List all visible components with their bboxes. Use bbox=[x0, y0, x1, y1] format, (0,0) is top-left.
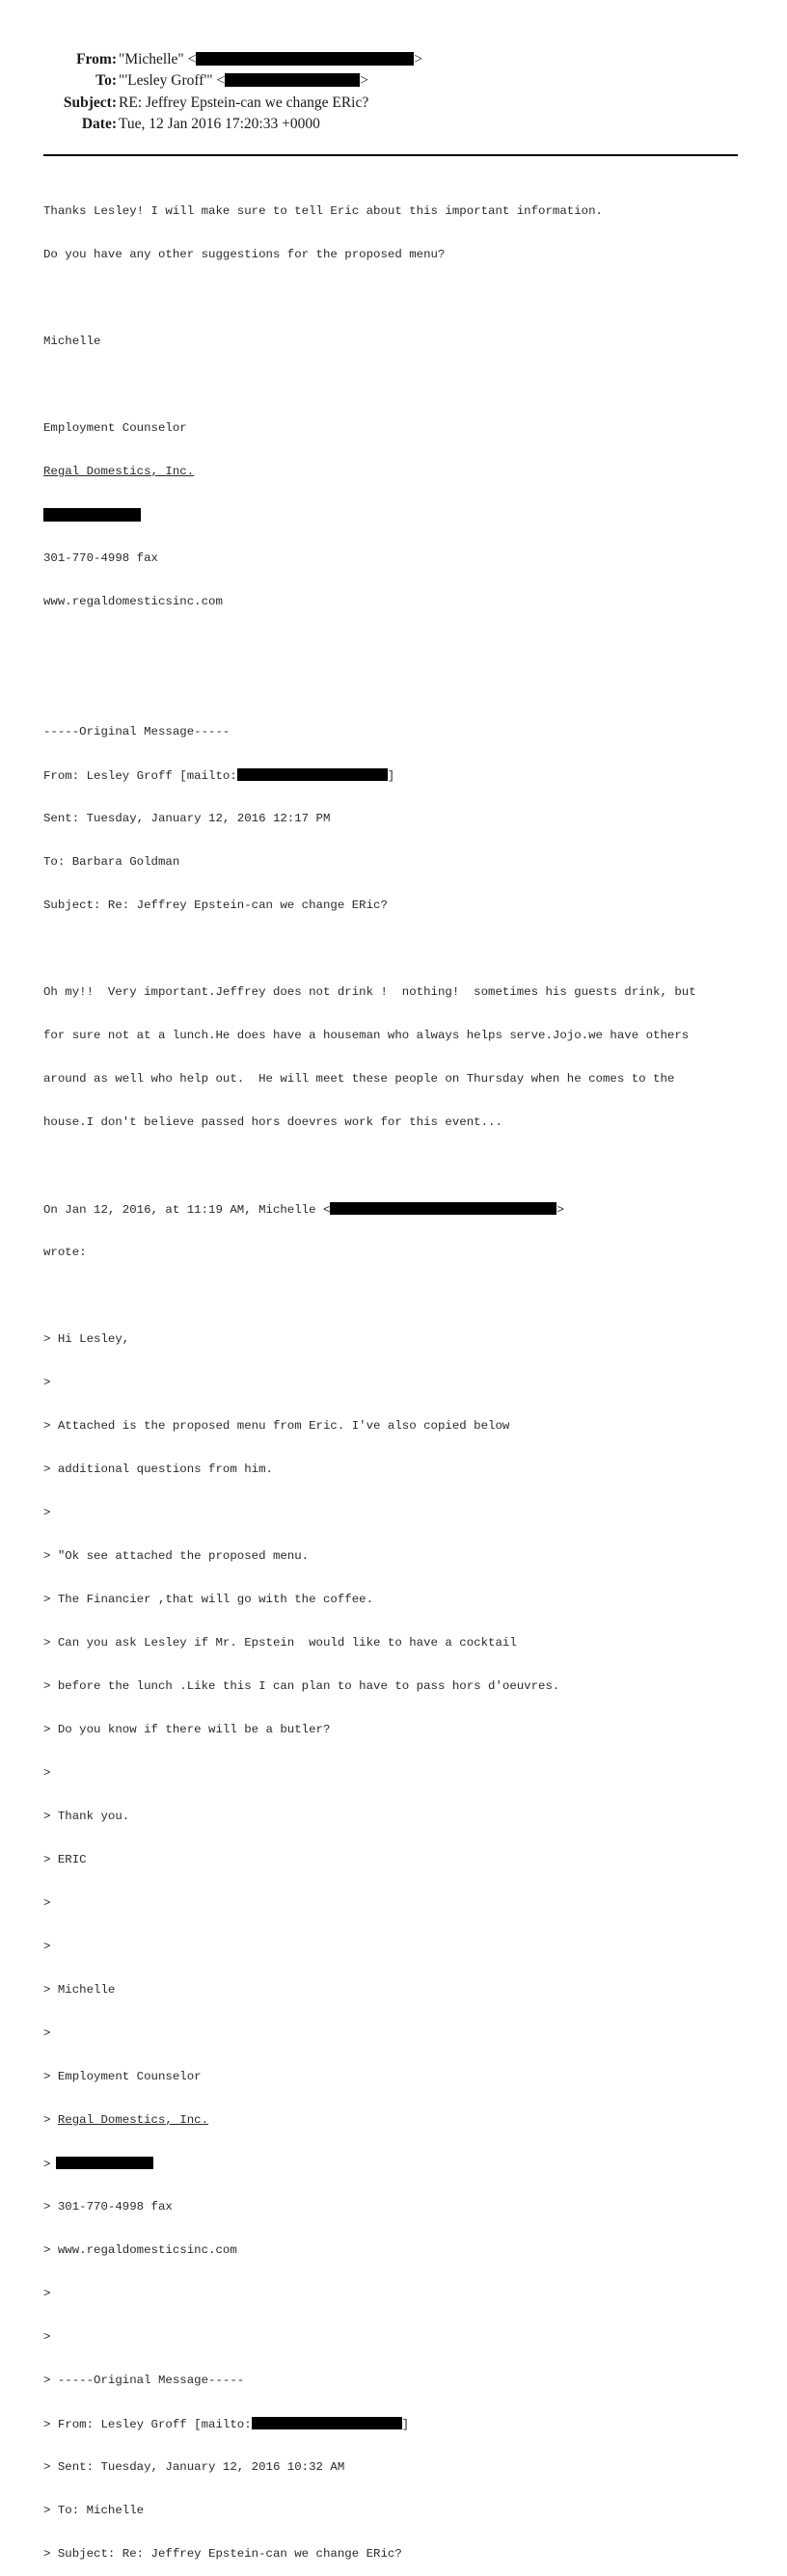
blank-line bbox=[43, 1289, 757, 1303]
quote-line: > Subject: Re: Jeffrey Epstein-can we change ERic? bbox=[43, 2547, 402, 2561]
quote-line: > additional questions from him. bbox=[43, 1462, 273, 1476]
signature-company: Regal Domestics, Inc. bbox=[43, 465, 195, 478]
quote-line: > bbox=[43, 1896, 51, 1910]
quote-line bbox=[43, 2417, 757, 2431]
redaction-box bbox=[196, 52, 414, 66]
quote-line: > Hi Lesley, bbox=[43, 1332, 130, 1346]
signature-website: www.regaldomesticsinc.com bbox=[43, 595, 223, 608]
quoted-from bbox=[43, 768, 757, 783]
quote-line: > Thank you. bbox=[43, 1810, 130, 1823]
to-name: "'Lesley Groff'" < bbox=[119, 72, 226, 89]
quote-line: > bbox=[43, 1376, 51, 1389]
quote-line: > ERIC bbox=[43, 1853, 87, 1866]
quote-line: > bbox=[43, 1506, 51, 1519]
quote-line bbox=[43, 2157, 757, 2171]
attribution-end: > bbox=[556, 1203, 564, 1217]
blank-line bbox=[43, 942, 757, 956]
to-value bbox=[119, 71, 368, 91]
redaction-box bbox=[252, 2417, 402, 2429]
quote-line bbox=[43, 2113, 757, 2128]
quote-line: > Can you ask Lesley if Mr. Epstein would like to have a cocktail bbox=[43, 1636, 517, 1650]
quote-line: > Michelle bbox=[43, 1983, 116, 1997]
signature-fax: 301-770-4998 fax bbox=[43, 551, 158, 565]
quote-marker: > bbox=[43, 2158, 51, 2171]
attribution-line bbox=[43, 1202, 757, 1217]
original-message-marker: -----Original Message----- bbox=[43, 725, 231, 738]
quote-line: > "Ok see attached the proposed menu. bbox=[43, 1549, 310, 1563]
redaction-box bbox=[56, 2157, 153, 2169]
to-label: To: bbox=[95, 72, 117, 89]
email-body bbox=[43, 175, 757, 2576]
body-line: for sure not at a lunch.He does have a houseman who always helps serve.Jojo.we have others bbox=[43, 1029, 690, 1042]
quote-line: > bbox=[43, 1940, 51, 1953]
attribution-text: On Jan 12, 2016, at 11:19 AM, Michelle < bbox=[43, 1203, 331, 1217]
redaction-box bbox=[330, 1202, 556, 1215]
signature-name: Michelle bbox=[43, 335, 101, 348]
quoted-sent: Sent: Tuesday, January 12, 2016 12:17 PM bbox=[43, 812, 331, 825]
blank-line bbox=[43, 1159, 757, 1173]
quoted-to: To: Barbara Goldman bbox=[43, 855, 180, 869]
body-line: Oh my!! Very important.Jeffrey does not drink ! nothing! sometimes his guests drink, but bbox=[43, 985, 696, 999]
quote-line: > -----Original Message----- bbox=[43, 2374, 245, 2387]
quoted-from-text: From: Lesley Groff [mailto: bbox=[43, 769, 237, 783]
quote-line: > Attached is the proposed menu from Eric. I've also copied below bbox=[43, 1419, 510, 1433]
signature-title: Employment Counselor bbox=[43, 421, 187, 435]
quote-line: > bbox=[43, 2330, 51, 2344]
subject-value: RE: Jeffrey Epstein-can we change ERic? bbox=[119, 94, 369, 111]
from-value bbox=[119, 50, 422, 69]
quote-line: > bbox=[43, 2287, 51, 2300]
quote-marker: > bbox=[43, 2113, 58, 2127]
blank-line bbox=[43, 682, 757, 696]
header-divider bbox=[43, 154, 738, 156]
body-line: house.I don't believe passed hors doevres work for this event... bbox=[43, 1115, 502, 1129]
quoted-from-end: ] bbox=[387, 769, 395, 783]
redaction-box bbox=[225, 73, 360, 87]
blank-line bbox=[43, 378, 757, 392]
quote-line: > bbox=[43, 1766, 51, 1780]
quote-line: > The Financier ,that will go with the coffee. bbox=[43, 1593, 374, 1606]
quote-line: > bbox=[43, 2026, 51, 2040]
quote-line: > To: Michelle bbox=[43, 2504, 145, 2517]
attribution-wrote: wrote: bbox=[43, 1246, 87, 1259]
quote-line: > Sent: Tuesday, January 12, 2016 10:32 AM bbox=[43, 2460, 345, 2474]
redaction-box bbox=[237, 768, 388, 781]
body-line: around as well who help out. He will meet these people on Thursday when he comes to the bbox=[43, 1072, 675, 1086]
quote-line: > Do you know if there will be a butler? bbox=[43, 1723, 331, 1736]
quoted-from-text: > From: Lesley Groff [mailto: bbox=[43, 2418, 252, 2431]
quoted-subject: Subject: Re: Jeffrey Epstein-can we change ERic? bbox=[43, 899, 388, 912]
quote-line: > www.regaldomesticsinc.com bbox=[43, 2243, 237, 2257]
from-label: From: bbox=[76, 51, 117, 67]
redaction-box bbox=[43, 508, 141, 522]
body-line: Do you have any other suggestions for the proposed menu? bbox=[43, 248, 446, 261]
blank-line bbox=[43, 291, 757, 306]
date-value: Tue, 12 Jan 2016 17:20:33 +0000 bbox=[119, 116, 320, 132]
quoted-from-end: ] bbox=[401, 2418, 410, 2431]
subject-label: Subject: bbox=[63, 94, 117, 111]
date-label: Date: bbox=[81, 116, 117, 132]
body-line: Thanks Lesley! I will make sure to tell Eric about this important information. bbox=[43, 204, 603, 218]
from-end: > bbox=[414, 51, 423, 67]
from-name: "Michelle" < bbox=[119, 51, 197, 67]
redaction-line bbox=[43, 508, 757, 523]
quote-line: > before the lunch .Like this I can plan to have to pass hors d'oeuvres. bbox=[43, 1679, 560, 1693]
to-end: > bbox=[360, 72, 368, 89]
quote-line: > 301-770-4998 fax bbox=[43, 2200, 173, 2214]
blank-line bbox=[43, 638, 757, 653]
quoted-company: Regal Domestics, Inc. bbox=[57, 2113, 209, 2127]
quote-line: > Employment Counselor bbox=[43, 2070, 202, 2083]
